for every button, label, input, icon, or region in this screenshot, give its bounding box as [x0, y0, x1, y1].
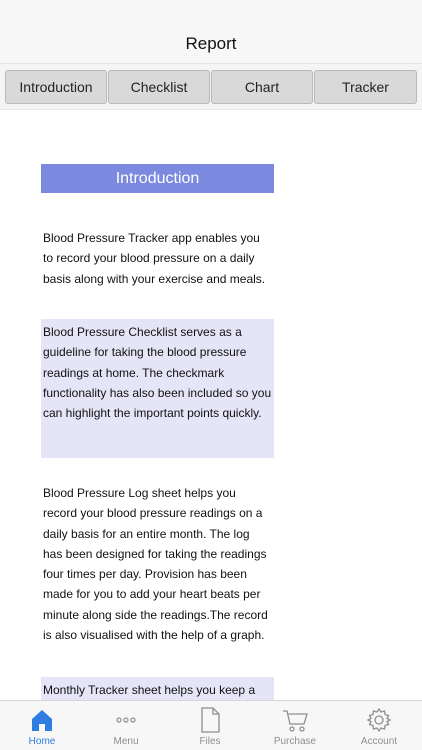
page-title: Report: [185, 34, 237, 53]
tabbar-purchase[interactable]: [253, 701, 337, 750]
tabbar-purchase-label: Purchase: [273, 736, 317, 747]
tabbar-menu-label: Menu: [113, 736, 139, 747]
segment-tabs: [0, 64, 422, 110]
checklist-paragraph: Blood Pressure Checklist serves as a guideline for taking the blood pressure readings at home. The checkmark functionality has also been included so you can highlight the important points quickly.: [41, 319, 274, 458]
tab-chart[interactable]: Chart: [211, 70, 313, 104]
more-dots-icon: [84, 706, 168, 734]
tab-introduction[interactable]: Introduction: [5, 70, 107, 104]
cart-icon: [253, 706, 337, 734]
tabbar-home-label: Home: [28, 736, 56, 747]
tabbar-account-label: Account: [360, 736, 398, 747]
gear-icon: [337, 706, 421, 734]
tabbar-files-label: Files: [199, 736, 221, 747]
navigation-bar: [0, 0, 422, 64]
tab-bar: [0, 700, 422, 750]
section-heading: Introduction: [41, 164, 274, 193]
home-icon: [0, 706, 84, 734]
tabbar-account[interactable]: [337, 701, 421, 750]
tab-checklist[interactable]: Checklist: [108, 70, 210, 104]
tabbar-home[interactable]: [0, 701, 84, 750]
tracker-paragraph: Monthly Tracker sheet helps you keep a: [41, 677, 274, 700]
document-icon: [168, 706, 252, 734]
tabbar-menu[interactable]: [84, 701, 168, 750]
tab-tracker[interactable]: Tracker: [314, 70, 417, 104]
content-scroll-area[interactable]: [0, 110, 422, 700]
tabbar-files[interactable]: [168, 701, 252, 750]
log-sheet-paragraph: Blood Pressure Log sheet helps you record your blood pressure readings on a daily basis for an entire month. The log has been designed for taking the readings four times per day. Provision has been made for you to add your heart beats per minute along side the readings.The record is also visualised with the help of a graph.: [43, 486, 268, 643]
intro-paragraph: Blood Pressure Tracker app enables you to record your blood pressure on a daily basis along with your exercise and meals.: [43, 231, 266, 286]
